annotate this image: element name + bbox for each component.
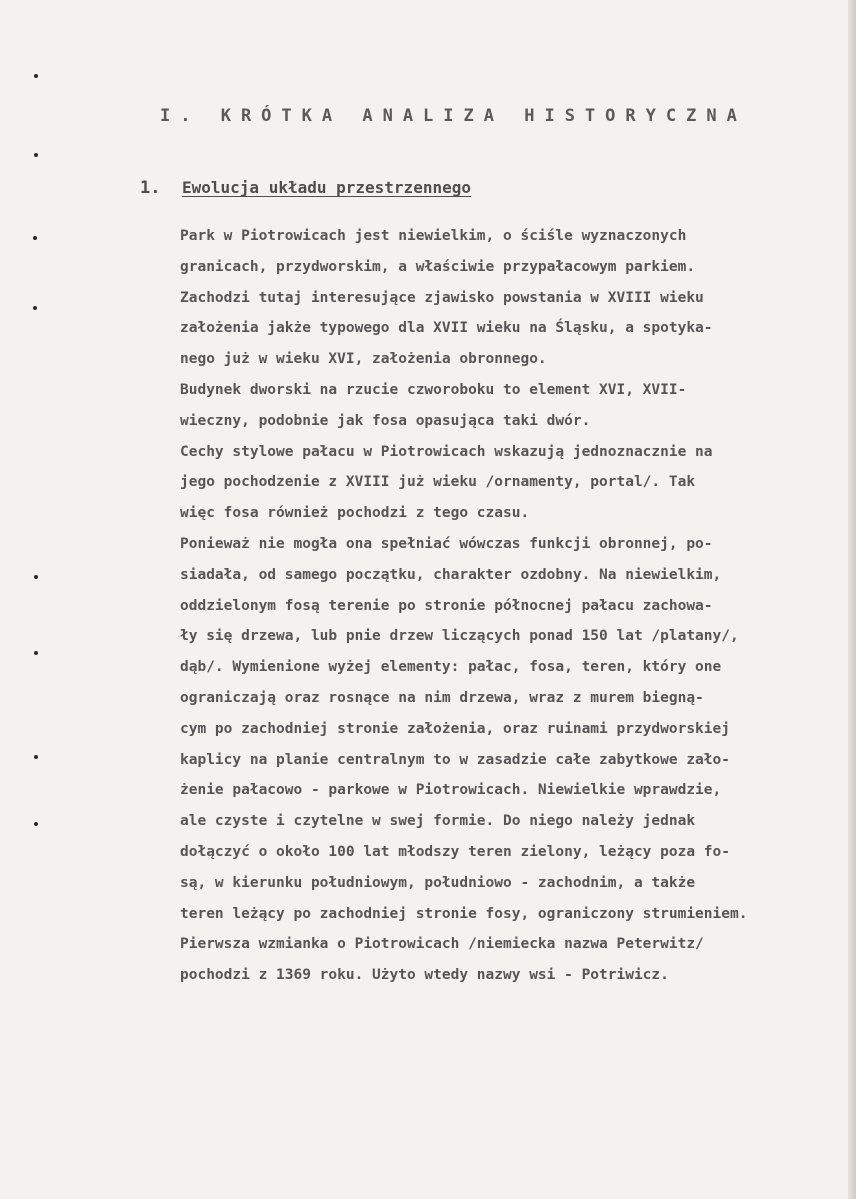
margin-mark <box>34 153 38 157</box>
text-line: Zachodzi tutaj interesujące zjawisko powstania w XVIII wieku <box>180 289 704 306</box>
body-text <box>180 221 840 991</box>
text-line: Park w Piotrowicach jest niewielkim, o ściśle wyznaczonych <box>180 228 687 244</box>
section-number: 1. <box>140 178 161 198</box>
margin-mark <box>34 651 38 655</box>
text-line: żenie pałacowo - parkowe w Piotrowicach. Niewielkie wprawdzie, <box>180 782 722 799</box>
margin-mark <box>34 755 38 759</box>
text-line: teren leżący po zachodniej stronie fosy, ograniczony strumieniem. <box>180 905 748 922</box>
text-line: Pierwsza wzmianka o Piotrowicach /niemiecka nazwa Peterwitz/ <box>180 936 704 953</box>
text-line: Cechy stylowe pałacu w Piotrowicach wskazują jednoznacznie na <box>180 443 713 460</box>
text-line: ale czyste i czytelne w swej formie. Do niego należy jednak <box>180 813 696 830</box>
text-line: granicach, przydworskim, a właściwie przypałacowym parkiem. <box>180 258 696 275</box>
margin-mark <box>33 306 37 310</box>
margin-mark <box>34 822 38 826</box>
text-line: Ponieważ nie mogła ona spełniać wówczas funkcji obronnej, po- <box>180 535 713 552</box>
text-line: założenia jakże typowego dla XVII wieku na Śląsku, a spotyka- <box>180 320 713 337</box>
chapter-heading: I. KRÓTKA ANALIZA HISTORYCZNA <box>160 106 747 126</box>
text-line: Budynek dworski na rzucie czworoboku to element XVI, XVII- <box>180 381 687 398</box>
text-line: oddzielonym fosą terenie po stronie północnej pałacu zachowa- <box>180 597 713 614</box>
page-edge-shadow <box>848 0 856 1199</box>
text-line: więc fosa również pochodzi z tego czasu. <box>180 505 530 522</box>
text-line: siadała, od samego początku, charakter ozdobny. Na niewielkim, <box>180 566 722 583</box>
text-line: kaplicy na planie centralnym to w zasadzie całe zabytkowe zało- <box>180 751 730 768</box>
margin-mark <box>34 74 38 78</box>
text-line: jego pochodzenie z XVIII już wieku /ornamenty, portal/. Tak <box>180 474 696 491</box>
text-line: cym po zachodniej stronie założenia, oraz ruinami przydworskiej <box>180 720 730 737</box>
text-line: wieczny, podobnie jak fosa opasująca taki dwór. <box>180 412 591 429</box>
text-line: pochodzi z 1369 roku. Użyto wtedy nazwy wsi - Potriwicz. <box>180 967 669 984</box>
text-line: ograniczają oraz rosnące na nim drzewa, wraz z murem biegną- <box>180 689 704 706</box>
margin-mark <box>33 236 37 240</box>
text-line: są, w kierunku południowym, południowo - zachodnim, a także <box>180 874 696 891</box>
text-line: dołączyć o około 100 lat młodszy teren zielony, leżący poza fo- <box>180 843 730 860</box>
margin-mark <box>34 575 38 579</box>
text-line: ły się drzewa, lub pnie drzew liczących ponad 150 lat /platany/, <box>180 628 739 645</box>
text-line: nego już w wieku XVI, założenia obronnego. <box>180 351 547 368</box>
text-line: dąb/. Wymienione wyżej elementy: pałac, fosa, teren, który one <box>180 659 722 676</box>
section-title: Ewolucja układu przestrzennego <box>182 178 471 197</box>
